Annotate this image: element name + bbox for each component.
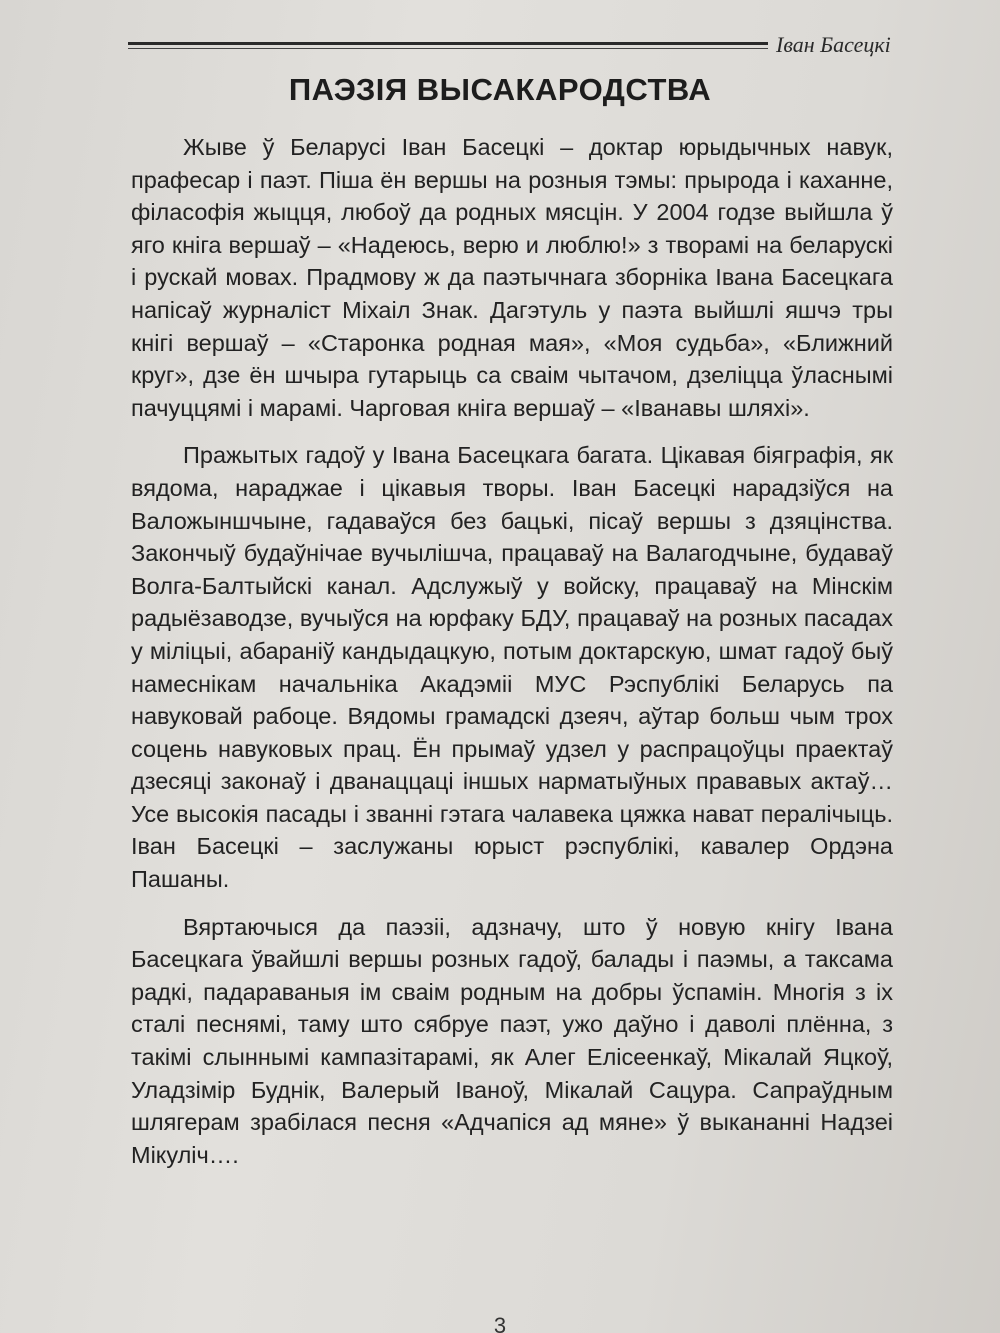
article-body	[131, 131, 893, 1186]
paragraph-2: Пражытых гадоў у Івана Басецкага багата. Цікавая біяграфія, як вядома, нараджае і цікавыя творы. Іван Басецкі нарадзіўся на Валожыншчыне, гадаваўся без бацькі, пісаў вершы з дзяцінства. Закончыў будаўнічае вучылішча, працаваў на Валагодчыне, будаваў Волга-Балтыйскі канал. Адслужыў у войску, працаваў на Мінскім радыёзаводзе, вучыўся на юрфаку БДУ, працаваў на розных пасадах у міліцыі, абараніў кандыдацкую, потым доктарскую, шмат гадоў быў намеснікам начальніка Акадэміі МУС Рэспублікі Беларусь па навуковай рабоце. Вядомы грамадскі дзеяч, аўтар больш чым трох соцень навуковых прац. Ён прымаў удзел у распрацоўцы праектаў дзесяці законаў і дванаццаці іншых нарматыўных прававых актаў… Усе высокія пасады і званні гэтага чалавека цяжка нават пералічыць. Іван Басецкі – заслужаны юрыст рэспублікі, кавалер Ордэна Пашаны.	[131, 442, 893, 893]
page-title: ПАЭЗІЯ ВЫСАКАРОДСТВА	[288, 72, 712, 107]
running-head: Іван Басецкі	[776, 32, 891, 57]
paragraph-1: Жыве ў Беларусі Іван Басецкі – доктар юрыдычных навук, прафесар і паэт. Піша ён вершы на розныя тэмы: прырода і каханне, філасофія жыцця, любоў да родных мясцін. У 2004 годзе выйшла ў яго кніга вершаў – «Надеюсь, верю и люблю!» з творамі на беларускі і рускай мовах. Прадмову ж да паэтычнага зборніка Івана Басецкага напісаў журналіст Міхаіл Знак. Дагэтуль у паэта выйшлі яшчэ тры кнігі вершаў – «Старонка родная мая», «Моя судьба», «Ближний круг», дзе ён шчыра гутарыць са сваім чытачом, дзеліцца ўласнымі пачуццямі і марамі. Чарговая кніга вершаў – «Іванавы шляхі».	[131, 134, 893, 421]
header-rule	[128, 42, 768, 45]
page-number: 3	[493, 1313, 507, 1333]
paragraph-3: Вяртаючыся да паэзіі, адзначу, што ў новую кнігу Івана Басецкага ўвайшлі вершы розных гадоў, балады і паэмы, а таксама радкі, падараваныя ім сваім родным на добры ўспамін. Многія з іх сталі песнямі, таму што сябруе паэт, ужо даўно і даволі плённа, з такімі слыннымі кампазітарамі, як Алег Елісеенкаў, Мікалай Яцкоў, Уладзімір Буднік, Валерый Іваноў, Мікалай Сацура. Сапраўдным шлягерам зрабілася песня «Адчапіся ад мяне» ў выкананні Надзеі Мікуліч….	[131, 913, 893, 1168]
header-rule-thin	[128, 48, 768, 49]
